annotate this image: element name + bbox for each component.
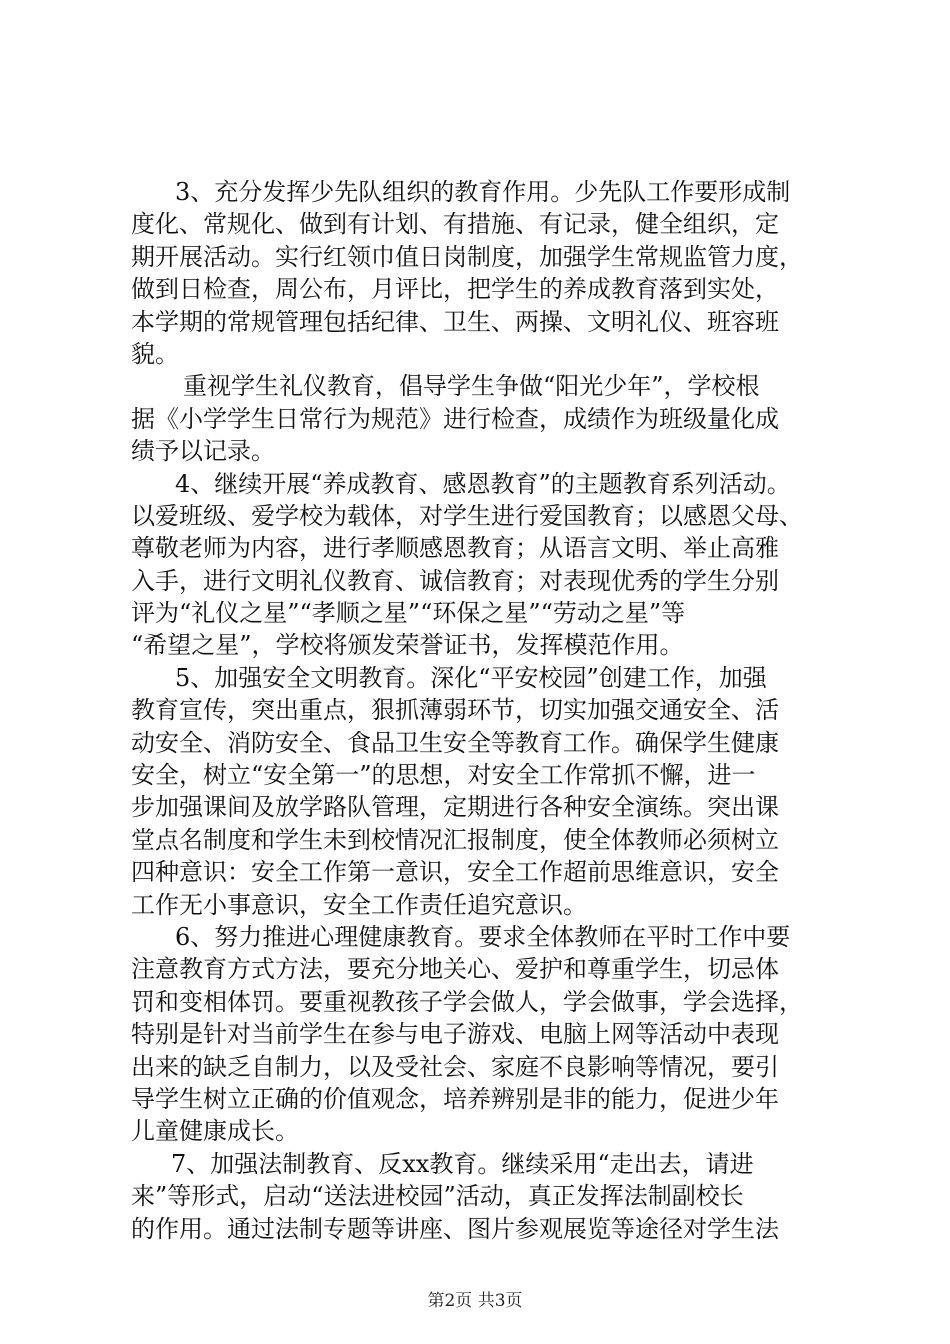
paragraph-7-line: 来”等形式，启动“送法进校园”活动，真正发挥法制副校长 [131,1182,744,1211]
paragraph-3-line: 期开展活动。实行红领巾值日岗制度，加强学生常规监管力度， [131,242,803,271]
paragraph-5-line: 教育宣传，突出重点，狠抓薄弱环节，切实加强交通安全、活 [131,696,779,725]
paragraph-5-line: 5、加强安全文明教育。深化“平安校园”创建工作，加强 [175,663,767,692]
paragraph-5-line: 动安全、消防安全、食品卫生安全等教育工作。确保学生健康 [131,728,779,757]
paragraph-3-line: 度化、常规化、做到有计划、有措施、有记录，健全组织，定 [131,210,779,239]
paragraph-3-line: 本学期的常规管理包括纪律、卫生、两操、文明礼仪、班容班 [131,307,779,336]
paragraph-3-line: 貌。 [131,339,179,368]
paragraph-5-line: 堂点名制度和学生未到校情况汇报制度，使全体教师必须树立 [131,825,779,854]
paragraph-6-line: 出来的缺乏自制力，以及受社会、家庭不良影响等情况，要引 [131,1052,779,1081]
paragraph-3-line: 3、充分发挥少先队组织的教育作用。少先队工作要形成制 [175,178,791,206]
paragraph-5-line: 四种意识：安全工作第一意识，安全工作超前思维意识，安全 [131,858,779,887]
paragraph-5-line: 工作无小事意识，安全工作责任追究意识。 [131,890,587,919]
paragraph-4-line: 以爱班级、爱学校为载体，对学生进行爱国教育；以感恩父母、 [131,501,803,530]
paragraph-7-line: 的作用。通过法制专题等讲座、图片参观展览等途径对学生法 [131,1214,779,1243]
paragraph-4-line: “希望之星”，学校将颁发荣誉证书，发挥模范作用。 [131,631,684,660]
paragraph-6-line: 6、努力推进心理健康教育。要求全体教师在平时工作中要 [175,922,791,951]
paragraph-6-line: 导学生树立正确的价值观念，培养辨别是非的能力，促进少年 [131,1084,779,1113]
paragraph-5-line: 步加强课间及放学路队管理，定期进行各种安全演练。突出课 [131,793,779,822]
paragraph-3-line: 做到日检查，周公布，月评比，把学生的养成教育落到实处， [131,275,779,304]
paragraph-6-line: 注意教育方式方法，要充分地关心、爱护和尊重学生，切忌体 [131,955,779,984]
paragraph-5-line: 安全，树立“安全第一”的思想，对安全工作常抓不懈，进一 [131,761,756,790]
paragraph-4-line: 尊敬老师为内容，进行孝顺感恩教育；从语言文明、举止高雅 [131,534,779,563]
etiquette-paragraph-line: 绩予以记录。 [131,437,275,466]
page-number-footer: 第2页 共3页 [427,1291,523,1311]
paragraph-6-line: 特别是针对当前学生在参与电子游戏、电脑上网等活动中表现 [131,1020,779,1049]
paragraph-4-line: 4、继续开展“养成教育、感恩教育”的主题教育系列活动。 [175,469,791,498]
body-text [131,176,831,1245]
paragraph-4-line: 入手，进行文明礼仪教育、诚信教育；对表现优秀的学生分别 [131,566,779,595]
paragraph-7-line: 7、加强法制教育、反xx教育。继续采用“走出去，请进 [171,1149,754,1178]
etiquette-paragraph-line: 重视学生礼仪教育，倡导学生争做“阳光少年”，学校根 [183,372,760,401]
paragraph-6-line: 罚和变相体罚。要重视教孩子学会做人，学会做事，学会选择， [131,987,803,1016]
paragraph-4-line: 评为“礼仪之星”“孝顺之星”“环保之星”“劳动之星”等 [131,599,686,628]
etiquette-paragraph-line: 据《小学学生日常行为规范》进行检查，成绩作为班级量化成 [131,404,779,433]
paragraph-6-line: 儿童健康成长。 [131,1117,299,1146]
